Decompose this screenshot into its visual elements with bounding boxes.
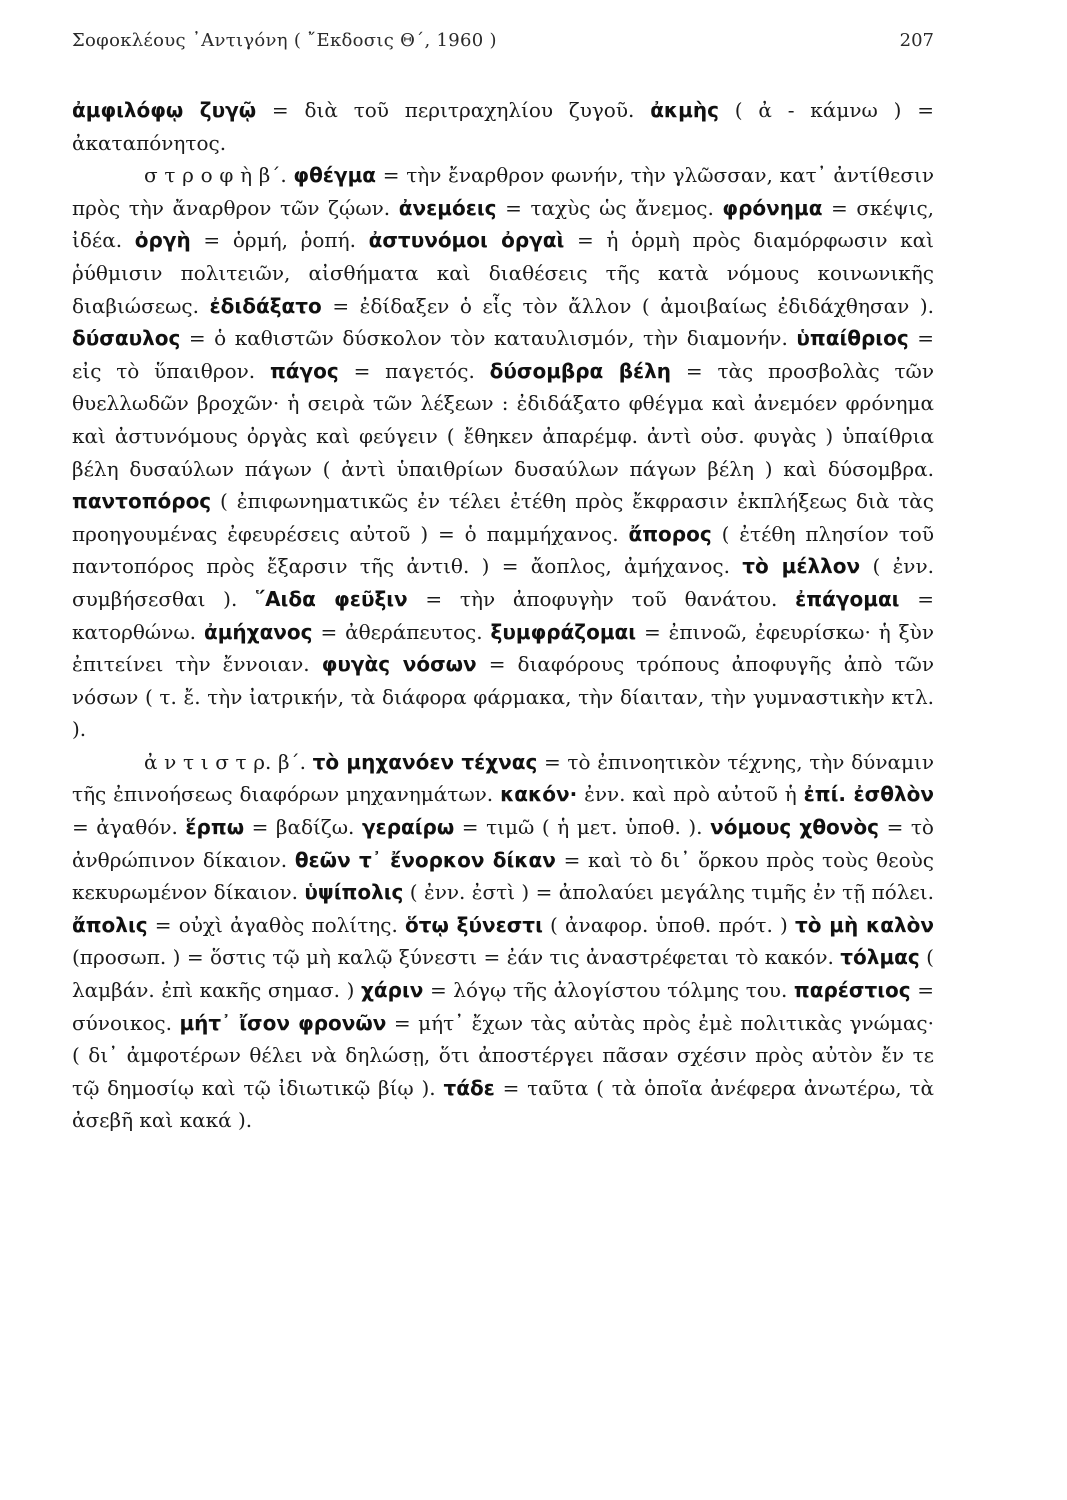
- lemma: τάδε: [443, 1075, 495, 1100]
- gloss-text: = τὴν ἔναρθρον φωνήν, τὴν γλῶσσαν, κατ᾿ ἀντίθεσιν πρὸς τὴν ἄναρθρον τῶν ζῴων.: [72, 163, 934, 220]
- commentary-paragraph: [72, 94, 934, 159]
- lemma: ἀστυνόμοι ὀργαὶ: [368, 228, 565, 253]
- gloss-text: = διαφόρους τρόπους ἀποφυγῆς ἀπὸ τῶν νόσων ( τ. ἔ. τὴν ἰατρικήν, τὰ διάφορα φάρμακα, τὴν δίαιταν, τὴν γυμναστικὴν κτλ. ).: [72, 652, 934, 742]
- commentary-paragraph: [72, 746, 934, 1137]
- gloss-text: ( ἐτέθη πλησίον τοῦ παντοπόρος πρὸς ἔξαρσιν τῆς ἀντιθ. ) = ἄοπλος, ἀμήχανος.: [72, 521, 934, 579]
- gloss-text: ( ἐνν. συμβήσεσθαι ).: [72, 554, 934, 611]
- lemma: ἀνεμόεις: [398, 195, 497, 220]
- lemma: μήτ᾿ ἴσον φρονῶν: [179, 1010, 387, 1035]
- gloss-text: = παγετός.: [338, 358, 490, 383]
- lemma: ἀκμὴς: [650, 98, 719, 122]
- gloss-text: ἐνν. καὶ πρὸ αὐτοῦ ἡ: [577, 782, 804, 807]
- lemma: ἄπολις: [72, 912, 148, 937]
- lemma: κακόν·: [500, 782, 578, 807]
- lemma: ὑψίπολις: [304, 880, 404, 905]
- gloss-text: ἀ ν τ ι σ τ ρ. β΄.: [144, 749, 313, 774]
- gloss-text: = μήτ᾿ ἔχων τὰς αὐτὰς πρὸς ἐμὲ πολιτικὰς γνώμας· ( δι᾿ ἀμφοτέρων θέλει νὰ δηλώσῃ, ὅτι ἀποστέργει πᾶσαν σχέσιν πρὸς αὐτὸν ἔν τε τῷ δημοσίῳ καὶ τῷ ἰδιωτικῷ βίῳ ).: [72, 1010, 934, 1100]
- gloss-text: = ταῦτα ( τὰ ὁποῖα ἀνέφερα ἀνωτέρω, τὰ ἀσεβῆ καὶ κακά ).: [72, 1075, 934, 1133]
- lemma: θεῶν τ᾿ ἔνορκον δίκαν: [294, 847, 556, 872]
- gloss-text: = τὸ ἀνθρώπινον δίκαιον.: [72, 815, 934, 872]
- gloss-text: = σύνοικος.: [72, 978, 934, 1035]
- gloss-text: = ὁ καθιστῶν δύσκολον τὸν καταυλισμόν, τὴν διαμονήν.: [180, 326, 797, 351]
- gloss-text: = εἰς τὸ ὕπαιθρον.: [72, 326, 934, 383]
- gloss-text: = ἡ ὁρμὴ πρὸς διαμόρφωσιν καὶ ῥύθμισιν πολιτειῶν, αἰσθήματα καὶ διαθέσεις τῆς κατὰ νόμους κοινωνικῆς διαβιώσεως.: [72, 228, 935, 318]
- lemma: τόλμας: [840, 945, 920, 970]
- gloss-text: ( λαμβάν. ἐπὶ κακῆς σημασ. ): [72, 945, 934, 1003]
- gloss-text: ( ἀ - κάμνω ) = ἀκαταπόνητος.: [72, 98, 934, 155]
- gloss-text: = διὰ τοῦ περιτραχηλίου ζυγοῦ.: [256, 98, 651, 122]
- commentary-text: [72, 94, 934, 1137]
- lemma: νόμους χθονὸς: [710, 815, 880, 840]
- gloss-text: = λόγῳ τῆς ἀλογίστου τόλμης του.: [423, 978, 794, 1003]
- gloss-text: = ἐδίδαξεν ὁ εἷς τὸν ἄλλον ( ἀμοιβαίως ἐδιδάχθησαν ).: [321, 293, 934, 318]
- running-head: [72, 30, 934, 64]
- lemma: ὅτῳ ξύνεστι: [404, 912, 543, 937]
- gloss-text: = οὐχὶ ἀγαθὸς πολίτης.: [147, 912, 405, 937]
- lemma: ἄπορος: [628, 521, 712, 546]
- lemma: ἐδιδάξατο: [209, 293, 322, 318]
- lemma: ὑπαίθριος: [796, 326, 909, 351]
- gloss-text: = σκέψις, ἰδέα.: [72, 195, 934, 253]
- commentary-paragraph: [72, 159, 934, 746]
- gloss-text: ( ἐνν. ἐστὶ ) = ἀπολαύει μεγάλης τιμῆς ἐν τῇ πόλει.: [403, 880, 934, 905]
- lemma: τὸ μὴ καλὸν: [795, 912, 934, 937]
- gloss-text: σ τ ρ ο φ ὴ β΄.: [144, 163, 294, 188]
- lemma: πάγος: [269, 358, 339, 383]
- lemma: φυγὰς νόσων: [321, 652, 477, 677]
- gloss-text: = τὴν ἀποφυγὴν τοῦ θανάτου.: [407, 586, 796, 611]
- gloss-text: (προσωπ. ) = ὅστις τῷ μὴ καλῷ ξύνεστι = ἐάν τις ἀναστρέφεται τὸ κακόν.: [72, 945, 841, 970]
- lemma: παντοπόρος: [72, 489, 212, 514]
- lemma: γεραίρω: [361, 815, 455, 840]
- lemma: ξυμφράζομαι: [490, 619, 637, 644]
- lemma: δύσαυλος: [72, 326, 181, 351]
- gloss-text: ( ἀναφορ. ὑποθ. πρότ. ): [542, 912, 795, 937]
- lemma: ἀμφιλόφῳ ζυγῷ: [72, 98, 257, 122]
- lemma: χάριν: [361, 978, 424, 1003]
- gloss-text: = ἐπινοῶ, ἐφευρίσκω· ἡ ξὺν ἐπιτείνει τὴν ἔννοιαν.: [72, 619, 934, 677]
- lemma: ἀμήχανος: [203, 619, 313, 644]
- lemma: φρόνημα: [722, 195, 823, 220]
- gloss-text: = κατορθώνω.: [72, 586, 934, 644]
- lemma: ἕρπω: [185, 815, 245, 840]
- gloss-text: = καὶ τὸ δι᾿ ὅρκου πρὸς τοὺς θεοὺς κεκυρωμένον δίκαιον.: [72, 847, 934, 905]
- lemma: παρέστιος: [793, 978, 911, 1003]
- gloss-text: = ὁρμή, ῥοπή.: [190, 228, 369, 253]
- gloss-text: = ἀγαθόν.: [72, 815, 186, 840]
- lemma: ῞Αιδα φεῦξιν: [255, 586, 408, 611]
- lemma: τὸ μέλλον: [742, 554, 861, 579]
- lemma: τὸ μηχανόεν τέχνας: [312, 749, 538, 774]
- lemma: δύσομβρα βέλη: [489, 358, 672, 383]
- lemma: ἐπάγομαι: [795, 586, 900, 611]
- gloss-text: = τὸ ἐπινοητικὸν τέχνης, τὴν δύναμιν τῆς ἐπινοήσεως διαφόρων μηχανημάτων.: [72, 749, 934, 807]
- gloss-text: = τὰς προσβολὰς τῶν θυελλωδῶν βροχῶν· ἡ σειρὰ τῶν λέξεων : ἐδιδάξατο φθέγμα καὶ ἀνεμόεν φρόνημα καὶ ἀστυνόμους ὀργὰς καὶ φεύγειν ( ἔθηκεν ἀπαρέμφ. ἀντὶ οὐσ. φυγὰς ) ὑπαίθρια βέλη δυσαύλων πάγων ( ἀντὶ ὑπαιθρίων δυσαύλων πάγων βέλη ) καὶ δύσομβρα.: [72, 358, 934, 481]
- gloss-text: = ἀθεράπευτος.: [312, 619, 491, 644]
- gloss-text: ( ἐπιφωνηματικῶς ἐν τέλει ἐτέθη πρὸς ἔκφρασιν ἐκπλήξεως διὰ τὰς προηγουμένας ἐφευρέσεις αὐτοῦ ) = ὁ παμμήχανος.: [72, 489, 934, 546]
- page-number: 207: [899, 30, 934, 51]
- gloss-text: = τιμῶ ( ἡ μετ. ὑποθ. ).: [454, 815, 711, 840]
- lemma: φθέγμα: [293, 163, 377, 188]
- lemma: ἐπί. ἐσθλὸν: [803, 782, 934, 807]
- gloss-text: = βαδίζω.: [244, 815, 362, 840]
- running-title: Σοφοκλέους ᾿Αντιγόνη ( ῎Εκδοσις Θ΄, 1960 ): [72, 30, 497, 51]
- lemma: ὀργὴ: [134, 228, 191, 253]
- gloss-text: = ταχὺς ὡς ἄνεμος.: [496, 195, 723, 220]
